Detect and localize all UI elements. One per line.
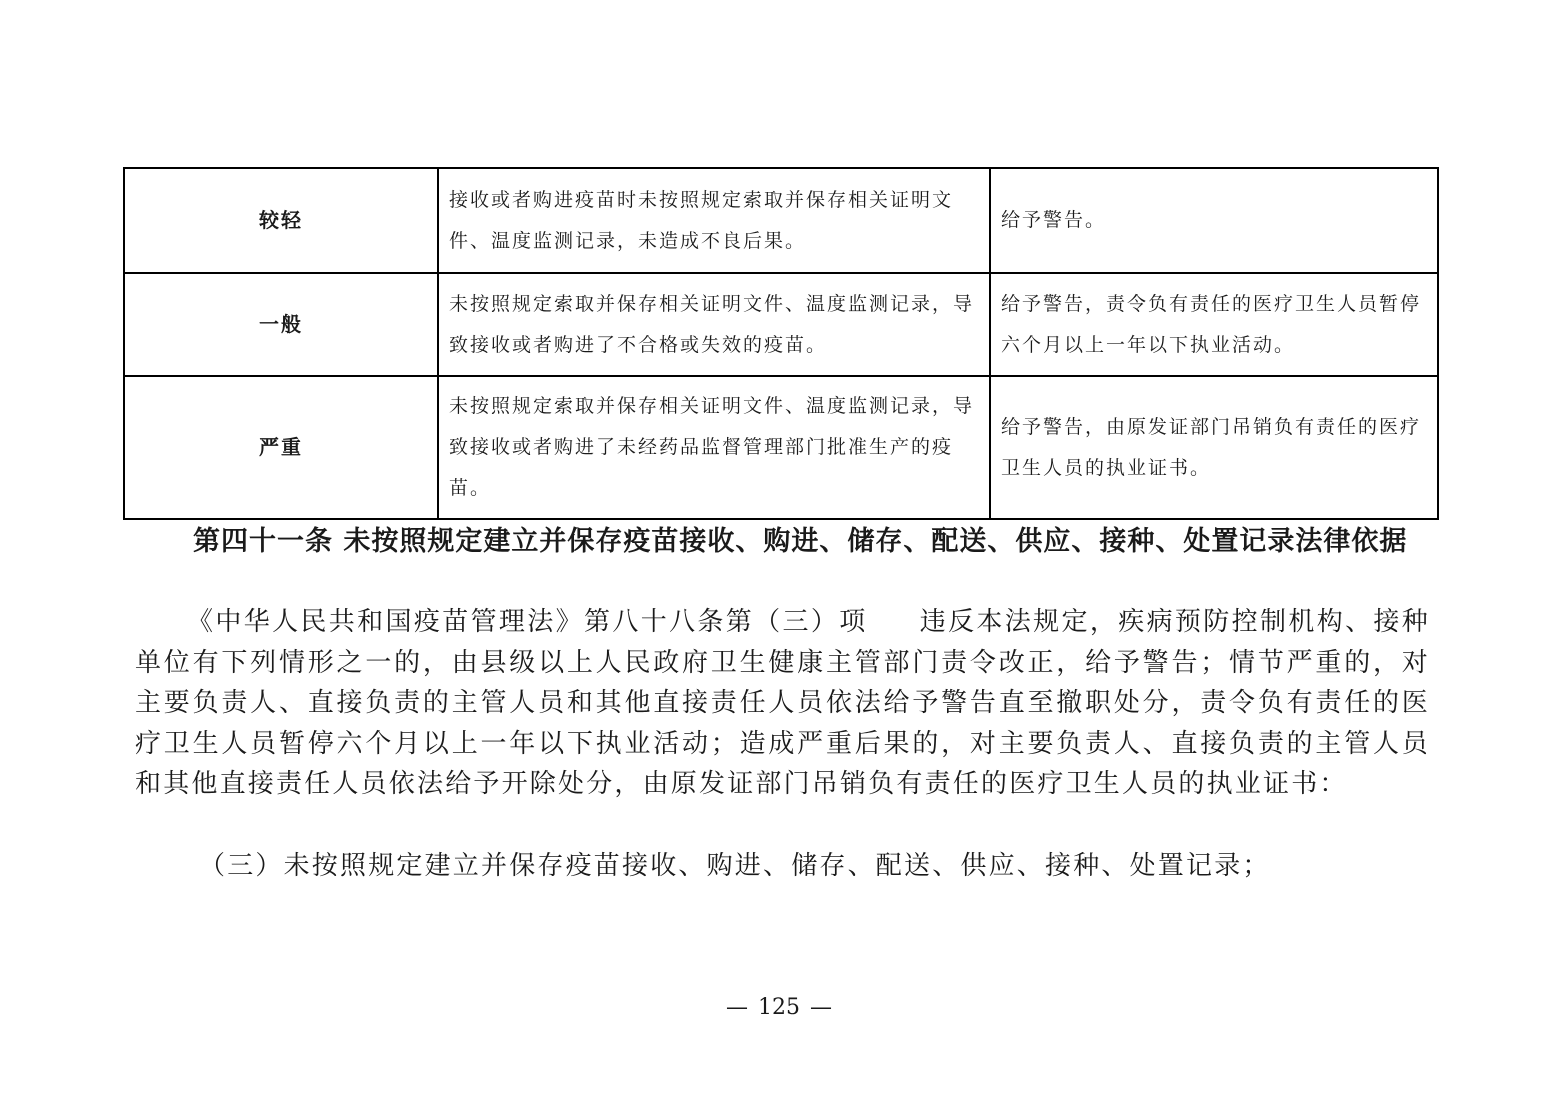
page-footer <box>0 993 1558 1023</box>
footer-dash-right: — <box>810 995 832 1020</box>
penalty-cell: 给予警告。 <box>990 168 1438 273</box>
severity-level-cell: 严重 <box>124 376 438 519</box>
violation-situation-cell: 未按照规定索取并保存相关证明文件、温度监测记录，导致接收或者购进了不合格或失效的疫苗。 <box>438 273 990 376</box>
severity-level-cell: 一般 <box>124 273 438 376</box>
severity-level-cell: 较轻 <box>124 168 438 273</box>
legal-item: （三）未按照规定建立并保存疫苗接收、购进、储存、配送、供应、接种、处置记录； <box>199 851 1271 881</box>
table-row <box>124 168 1438 273</box>
table-row <box>124 273 1438 376</box>
table-row <box>124 376 1438 519</box>
violation-situation-cell: 未按照规定索取并保存相关证明文件、温度监测记录，导致接收或者购进了未经药品监督管理部门批准生产的疫苗。 <box>438 376 990 519</box>
law-text: 违反本法规定，疾病预防控制机构、接种单位有下列情形之一的，由县级以上人民政府卫生健康主管部门责令改正，给予警告；情节严重的，对主要负责人、直接负责的主管人员和其他直接责任人员依法给予警告直至撤职处分，责令负有责任的医疗卫生人员暂停六个月以上一年以下执业活动；造成严重后果的，对主要负责人、直接负责的主管人员和其他直接责任人员依法给予开除处分，由原发证部门吊销负有责任的医疗卫生人员的执业证书： <box>135 607 1430 800</box>
law-citation: 《中华人民共和国疫苗管理法》第八十八条第（三）项 <box>187 607 868 637</box>
penalty-cell: 给予警告，责令负有责任的医疗卫生人员暂停六个月以上一年以下执业活动。 <box>990 273 1438 376</box>
page-number: 125 <box>758 995 800 1020</box>
legal-basis-paragraph <box>135 602 1430 805</box>
footer-dash-left: — <box>726 995 748 1020</box>
penalty-cell: 给予警告，由原发证部门吊销负有责任的医疗卫生人员的执业证书。 <box>990 376 1438 519</box>
violation-situation-cell: 接收或者购进疫苗时未按照规定索取并保存相关证明文件、温度监测记录，未造成不良后果。 <box>438 168 990 273</box>
penalty-table <box>123 167 1439 520</box>
article-heading: 第四十一条 未按照规定建立并保存疫苗接收、购进、储存、配送、供应、接种、处置记录法律依据 <box>193 526 1408 557</box>
